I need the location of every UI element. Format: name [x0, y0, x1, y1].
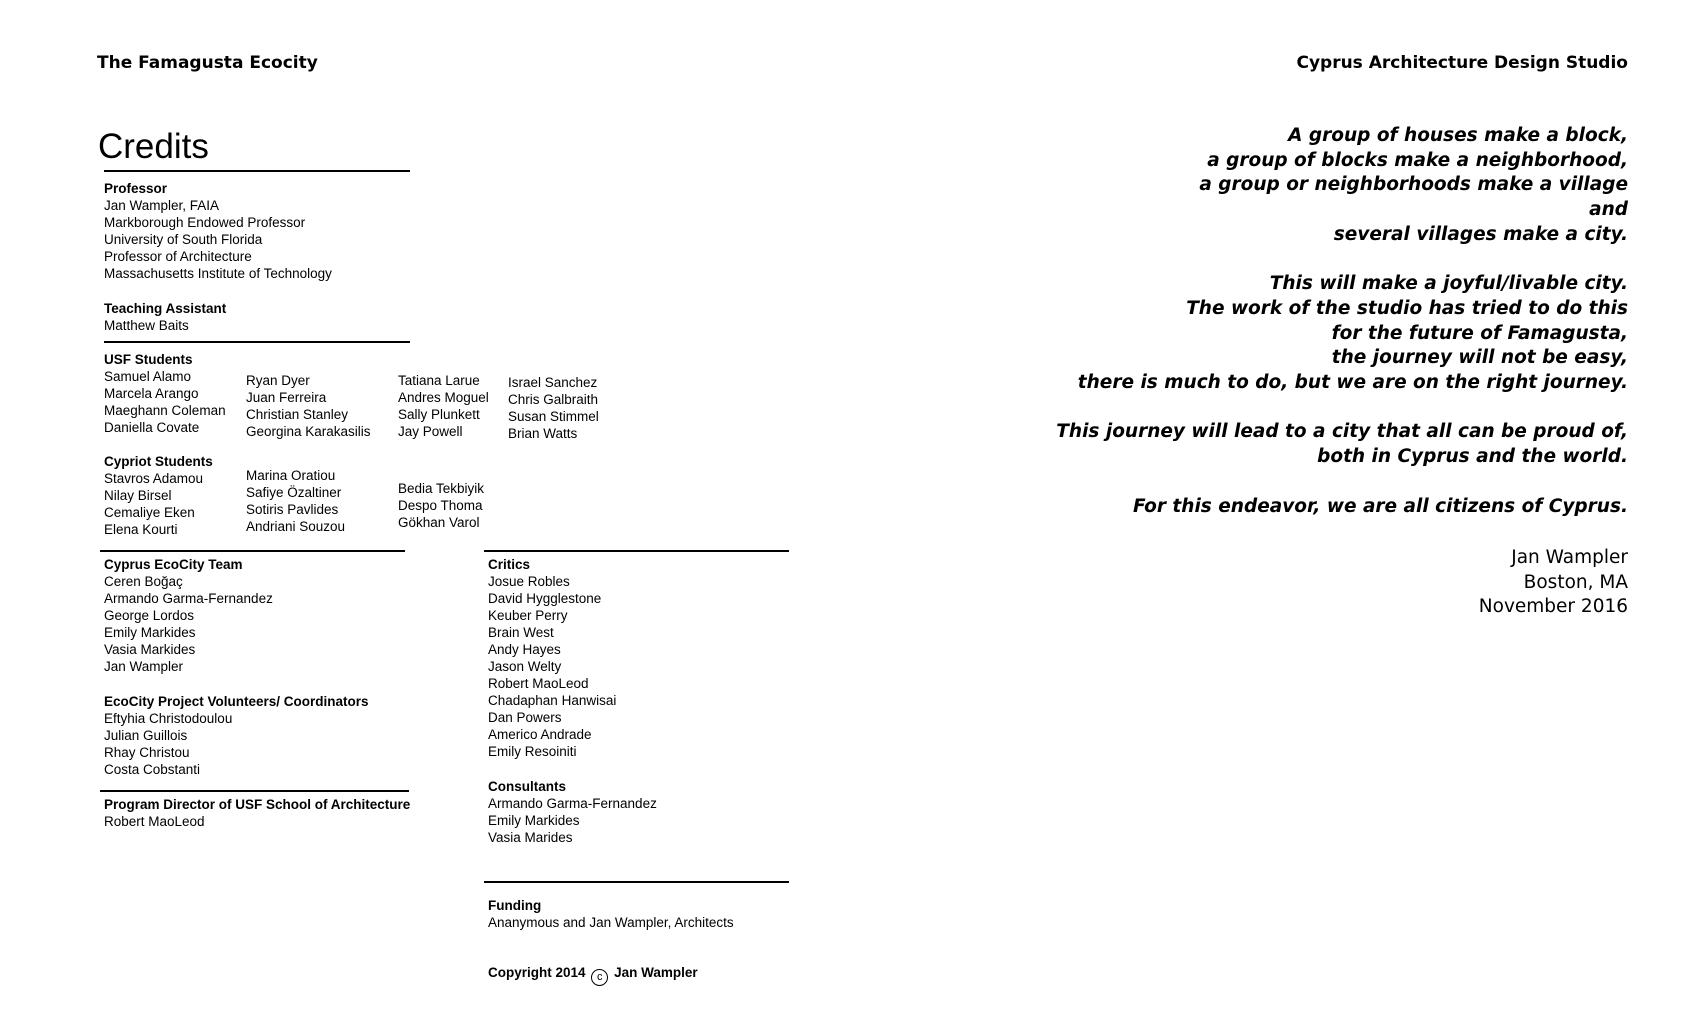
- quote-line: the journey will not be easy,: [1331, 347, 1628, 369]
- quote-line: This journey will lead to a city that all can be proud of,: [1056, 421, 1628, 443]
- list-item: Keuber Perry: [488, 608, 568, 623]
- section-heading: Cypriot Students: [104, 454, 213, 469]
- list-item: Armando Garma-Fernandez: [488, 796, 657, 811]
- list-item: Jay Powell: [398, 424, 463, 439]
- list-item: Israel Sanchez: [508, 375, 598, 390]
- list-item: Vasia Markides: [104, 642, 196, 657]
- list-item: Chris Galbraith: [508, 392, 599, 407]
- volunteers-section: [104, 693, 369, 778]
- list-item: Marcela Arango: [104, 386, 199, 401]
- list-item: Marina Oratiou: [246, 468, 336, 483]
- quote-line: several villages make a city.: [1333, 223, 1628, 245]
- divider: [104, 341, 410, 343]
- quote-spacer: [1056, 396, 1628, 421]
- list-item: Costa Cobstanti: [104, 762, 201, 777]
- copyright-icon: c: [591, 969, 608, 986]
- section-heading: EcoCity Project Volunteers/ Coordinators: [104, 694, 369, 709]
- usf-students-col-4: [508, 374, 599, 442]
- cypriot-students-col-2: [246, 467, 345, 535]
- program-director-section: [104, 796, 410, 830]
- list-item: Ryan Dyer: [246, 373, 310, 388]
- section-heading: Cyprus EcoCity Team: [104, 557, 243, 572]
- list-item: Emily Markides: [488, 813, 580, 828]
- signature-place: Boston, MA: [1523, 571, 1628, 593]
- divider: [484, 881, 789, 883]
- cypriot-students-col-1: [104, 453, 213, 538]
- quote-line: A group of houses make a block,: [1288, 125, 1628, 146]
- list-item: Jason Welty: [488, 659, 562, 674]
- signature-date: November 2016: [1478, 596, 1628, 618]
- quote-line: a group of blocks make a neighborhood,: [1207, 149, 1628, 171]
- list-item: Professor of Architecture: [104, 249, 252, 264]
- usf-students-col-1: [104, 351, 226, 436]
- list-item: Markborough Endowed Professor: [104, 215, 306, 230]
- list-item: Susan Stimmel: [508, 409, 599, 424]
- quote-line: both in Cyprus and the world.: [1317, 446, 1628, 468]
- divider: [100, 550, 405, 552]
- list-item: Vasia Marides: [488, 830, 573, 845]
- list-item: Ananymous and Jan Wampler, Architects: [488, 915, 734, 930]
- section-heading: Teaching Assistant: [104, 301, 227, 316]
- quote-line: The work of the studio has tried to do this: [1186, 297, 1628, 319]
- list-item: Gökhan Varol: [398, 515, 480, 530]
- quote-line: a group or neighborhoods make a village: [1199, 174, 1628, 196]
- section-heading: USF Students: [104, 352, 193, 367]
- list-item: Safiye Özaltiner: [246, 485, 342, 500]
- list-item: Christian Stanley: [246, 407, 349, 422]
- list-item: Emily Markides: [104, 625, 196, 640]
- quote-spacer: [1056, 248, 1628, 273]
- divider: [484, 550, 789, 552]
- list-item: Josue Robles: [488, 574, 570, 589]
- list-item: Robert MaoLeod: [488, 676, 589, 691]
- list-item: Despo Thoma: [398, 498, 483, 513]
- list-item: Sotiris Pavlides: [246, 502, 339, 517]
- list-item: Americo Andrade: [488, 727, 592, 742]
- list-item: Andres Moguel: [398, 390, 489, 405]
- usf-students-col-3: [398, 372, 489, 440]
- credits-title: Credits: [98, 127, 209, 166]
- ecocity-team-section: [104, 556, 273, 675]
- header-right-title: Cyprus Architecture Design Studio: [1296, 53, 1628, 73]
- list-item: Matthew Baits: [104, 318, 189, 333]
- list-item: Andriani Souzou: [246, 519, 346, 534]
- list-item: David Hygglestone: [488, 591, 602, 606]
- section-heading: Critics: [488, 557, 531, 572]
- list-item: Brain West: [488, 625, 554, 640]
- professor-section: [104, 180, 332, 282]
- list-item: Chadaphan Hanwisai: [488, 693, 617, 708]
- list-item: Maeghann Coleman: [104, 403, 226, 418]
- copyright-notice: [488, 964, 698, 986]
- critics-section: [488, 556, 616, 760]
- copyright-prefix: Copyright 2014: [488, 965, 586, 980]
- quote-spacer: [1056, 470, 1628, 495]
- quote-block: [1056, 124, 1628, 519]
- list-item: Bedia Tekbiyik: [398, 481, 485, 496]
- usf-students-col-2: [246, 372, 371, 440]
- header-left-title: The Famagusta Ecocity: [97, 53, 318, 73]
- list-item: Dan Powers: [488, 710, 562, 725]
- divider: [100, 790, 409, 792]
- list-item: Andy Hayes: [488, 642, 561, 657]
- list-item: Ceren Boğaç: [104, 574, 183, 589]
- list-item: Jan Wampler: [104, 659, 184, 674]
- funding-section: [488, 897, 734, 931]
- list-item: Elena Kourti: [104, 522, 178, 537]
- signature-block: [1479, 546, 1628, 620]
- list-item: Eftyhia Christodoulou: [104, 711, 233, 726]
- section-heading: Program Director of USF School of Architecture: [104, 797, 411, 812]
- list-item: Rhay Christou: [104, 745, 190, 760]
- list-item: Massachusetts Institute of Technology: [104, 266, 332, 281]
- list-item: Cemaliye Eken: [104, 505, 195, 520]
- list-item: University of South Florida: [104, 232, 263, 247]
- section-heading: Professor: [104, 181, 168, 196]
- quote-line: This will make a joyful/livable city.: [1269, 273, 1628, 295]
- quote-line: and: [1589, 199, 1628, 221]
- copyright-name: Jan Wampler: [614, 965, 698, 980]
- list-item: Armando Garma-Fernandez: [104, 591, 273, 606]
- section-heading: Consultants: [488, 779, 567, 794]
- list-item: Robert MaoLeod: [104, 814, 205, 829]
- list-item: Samuel Alamo: [104, 369, 192, 384]
- quote-line: For this endeavor, we are all citizens of Cyprus.: [1132, 495, 1628, 517]
- list-item: Jan Wampler, FAIA: [104, 198, 220, 213]
- list-item: Stavros Adamou: [104, 471, 204, 486]
- list-item: Tatiana Larue: [398, 373, 480, 388]
- list-item: Julian Guillois: [104, 728, 188, 743]
- list-item: Nilay Birsel: [104, 488, 172, 503]
- list-item: George Lordos: [104, 608, 195, 623]
- section-heading: Funding: [488, 898, 542, 913]
- list-item: Daniella Covate: [104, 420, 200, 435]
- list-item: Emily Resoiniti: [488, 744, 577, 759]
- list-item: Georgina Karakasilis: [246, 424, 371, 439]
- signature-name: Jan Wampler: [1511, 547, 1628, 568]
- teaching-assistant-section: [104, 300, 226, 334]
- list-item: Brian Watts: [508, 426, 578, 441]
- list-item: Juan Ferreira: [246, 390, 327, 405]
- list-item: Sally Plunkett: [398, 407, 480, 422]
- quote-line: for the future of Famagusta,: [1331, 322, 1628, 344]
- divider: [104, 170, 410, 172]
- quote-line: there is much to do, but we are on the right journey.: [1077, 372, 1628, 394]
- cypriot-students-col-3: [398, 480, 484, 531]
- consultants-section: [488, 778, 657, 846]
